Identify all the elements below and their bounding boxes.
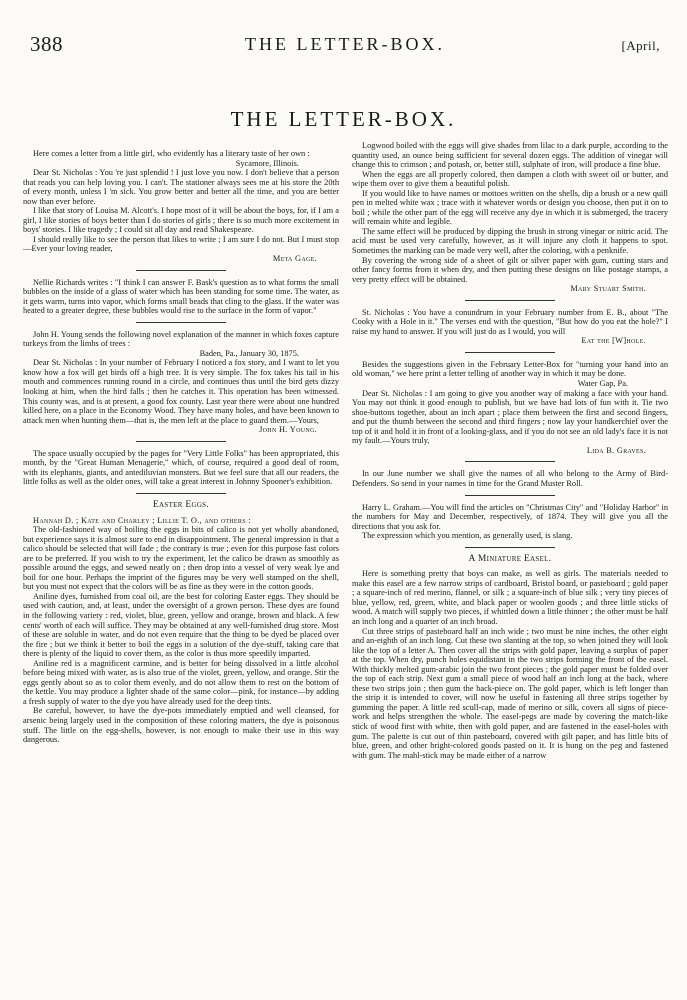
paragraph: Be careful, however, to have the dye-pots immediately emptied and well cleansed, for arsenic being largely used in the composition of these coloring matters, the dye is poisonous stuff. The little on the egg-shells, however, is not enough to make their use in this way dangerous. <box>23 706 339 745</box>
signature: Lida B. Graves. <box>586 445 646 455</box>
divider <box>465 352 555 353</box>
paragraph: John H. Young sends the following novel explanation of the manner in which foxes capture turkeys from the limbs of trees : <box>23 329 339 349</box>
divider <box>136 441 226 442</box>
paragraph: The expression which you mention, as generally used, is slang. <box>362 531 573 541</box>
signature: Eat the [W]hole. <box>581 336 646 346</box>
paragraph: St. Nicholas : You have a conundrum in your February number from E. B., about "The Cooky with a Hole in it." The verses end with the question, "But how do you eat the hole?" I raise my hand to answer. If you will just do as I would, you will <box>352 307 668 336</box>
paragraph: The space usually occupied by the pages for "Very Little Folks" has been appropriated, this month, by the "Great Human Menagerie," which, of course, required a good deal of room, with its elephants, giants, and antediluvian monsters. But we feel sure that all our readers, the little folks as well as the older ones, will take a great interest in Johnny Spooner's exhibition. <box>23 448 339 487</box>
paragraph: I should really like to see the person that likes to write ; I am sure I do not. But I must stop —Ever your loving reader, <box>23 234 339 254</box>
paragraph: I like that story of Louisa M. Alcott's. I hope most of it will be about the boys, for, if I am a girl, I like stories of boys better than I do stories of girls ; there is so much more excitement in boys' stories. I like tragedy ; I could sit all day and read Shakespeare. <box>23 206 339 235</box>
signature: Meta Gage. <box>272 254 317 264</box>
running-head: THE LETTER-BOX. <box>245 34 445 54</box>
right-column <box>352 141 668 760</box>
paragraph: Logwood boiled with the eggs will give shades from lilac to a dark purple, according to the quantity used, an ounce being sufficient for several dozen eggs. The addition of vinegar will change this to crimson ; and potash, or, better still, sulphate of iron, will produce a fine blue. <box>352 141 668 170</box>
address-line: Hannah D. ; Kate and Charley ; Lillie T. O., and others : <box>33 515 251 525</box>
divider <box>136 493 226 494</box>
signature: Mary Stuart Smith. <box>570 284 646 294</box>
subsection-title: Easter Eggs. <box>152 499 210 510</box>
paragraph: When the eggs are all properly colored, then dampen a cloth with sweet oil or butter, and wipe them over to give them a beautiful polish. <box>352 169 668 189</box>
divider <box>136 322 226 323</box>
page-header <box>30 30 660 60</box>
divider <box>465 461 555 462</box>
page-number: 388 <box>30 32 63 56</box>
paragraph: Aniline red is a magnificent carmine, and is better for being dissolved in a little alcohol before being mixed with water, as is also true of the violet, green, yellow, and orange. Stir the eggs gently about so as to color them evenly, and do not allow them to rest on the bottom of the kettle. You may produce a lighter shade of the same color—pink, for instance—by adding a fresh supply of water to the dye you have already used for the deep tints. <box>23 658 339 706</box>
letter-place: Water Gap, Pa. <box>577 379 628 389</box>
paragraph: Cut three strips of pasteboard half an inch wide ; two must be nine inches, the other eight and an-eighth of an inch long. Cut these two slanting at the top, so when joined they will look like the top of a letter A. Then cover all the strips with gold paper, leaving a surplus of paper at the top. When dry, punch holes equidistant in the two strips forming the front of the easel. With thickly melted gum-arabic join the two front pieces ; the gold paper must be folded over the top of each strip. Next gum a small piece of wood half an inch long at the back, where these two strips join ; then gum the back-piece on. The gold paper, which is left longer than the strip it is intended to cover, will now be useful in fastening all three strips together by gumming the paper. A little red scull-cap, made of merino or silk, covers all signs of piece-work and helps strengthen the whole. The easel-pegs are made by covering the match-like stick of wood first with white, then with gold paper, and are fastened in the easel-holes with gum. The palette is cut out of thin pasteboard, covered with gilt paper, and has little bits of blue, green, and other bright-colored goods pasted on it. It is hung on the peg and fastened with gum. The mahl-stick may be made either of a narrow <box>352 626 668 760</box>
paragraph: Harry L. Graham.—You will find the articles on "Christmas City" and "Holiday Harbor" in the numbers for May and December, respectively, of 1874. They will give you all the directions that you ask for. <box>352 502 668 531</box>
subsection-title: A Miniature Easel. <box>468 553 552 564</box>
divider <box>465 495 555 496</box>
header-month: [April, <box>621 38 660 53</box>
paragraph: The old-fashioned way of boiling the eggs in bits of calico is not yet wholly abandoned, but experience says it is almost sure to end in disappointment. The general impression is that a calico should be selected that will fade ; the contrary is true ; even for this purpose fast colors are to be preferred. If you wish to try the experiment, let the calico be drawn as smoothly as possible around the eggs, and sewed neatly on ; then drop into a vessel of very weak lye and boil for one hour. Perhaps the imprint of the figures may be very well stamped on the shell, but you must not expect that the colors will be as fine as they were in the cotton goods. <box>23 525 339 592</box>
paragraph: Dear St. Nicholas : In your number of February I noticed a fox story, and I want to let you know how a fox will get birds off a high tree. It is very simple. The fox takes his tail in his mouth and commences running round in a circle, and continues thus until the bird gets dizzy looking at him, when the bird falls ; then he catches it. This operation has been witnessed. This county was, and is at present, a good fox county. Last year there were about one hundred killed here, on a place in the Economy Wood. They have many holes, and have been known to attack men when hunting them—that is, the men left at the place to guard them.—Yours, <box>23 358 339 425</box>
left-column <box>23 149 339 745</box>
paragraph: By covering the wrong side of a sheet of gilt or silver paper with gum, cutting stars and other fancy forms from it when dry, and then putting these designs on like postage stamps, a very pretty effect will be obtained. <box>352 255 668 284</box>
section-title: THE LETTER-BOX. <box>230 107 457 131</box>
paragraph: Dear St. Nicholas : I am going to give you another way of making a face with your hand. You may not think it good enough to publish, but we have had lots of fun with it. Tie two shoe-buttons together, about an inch apart ; place them between the first and second fingers, and put the thumb between the second and third fingers ; now lay your handkerchief over the top of it and hold it in front of a looking-glass, and if you do not see an old lady's face it is not my fault.—Yours truly, <box>352 388 668 446</box>
paragraph: Here comes a letter from a little girl, who evidently has a literary taste of her own : <box>33 149 310 158</box>
letter-place: Sycamore, Illinois. <box>235 158 299 168</box>
paragraph: If you would like to have names or mottoes written on the shells, dip a brush or a new quill pen in melted white wax ; trace with it whatever words or design you choose, then put it on to boil ; while the other part of the egg will receive any dye in which it is submerged, the tracery will remain white and legible. <box>352 188 668 227</box>
divider <box>465 547 555 548</box>
letter-place: Baden, Pa., January 30, 1875. <box>199 348 299 358</box>
divider <box>465 300 555 301</box>
paragraph: In our June number we shall give the names of all who belong to the Army of Bird-Defenders. So send in your names in time for the Grand Muster Roll. <box>352 469 668 488</box>
paragraph: Here is something pretty that boys can make, as well as girls. The materials needed to make this easel are a few narrow strips of cardboard, Bristol board, or pasteboard ; gold paper ; a square-inch of red merino, flannel, or silk ; a square-inch of blue silk ; very tiny pieces of blue, yellow, red, green, white, and black paper or woolen goods ; and three little sticks of wood. A match will supply two pieces, if whittled down a little thinner ; the other must be half an inch long and a quarter of an inch broad. <box>352 569 668 626</box>
divider <box>136 270 226 271</box>
paragraph: Besides the suggestions given in the February Letter-Box for "turning your hand into an old woman," we here print a letter telling of another way in which it may be done. <box>352 359 668 379</box>
paragraph: Dear St. Nicholas : You 're just splendid ! I just love you now. I don't believe that a person that reads you can help loving you. I can't. The stationer always sees me at his store the 20th of every month, unless I 'm sick. You grow better and better all the time, and you are better now than ever before. <box>23 168 339 206</box>
paragraph: Aniline dyes, furnished from coal oil, are the best for coloring Easter eggs. They should be used with caution, and, at least, under the oversight of a grown person. These dyes are found in the following variety : red, violet, blue, green, yellow and orange, brown and black. A few cents' worth of each will suffice. They may be obtained at any well-furnished drug store. Most of these are soluble in water, and do not even require that the thing to be dyed be placed over the fire ; but we think it better to boil the eggs in a solution of the dye-stuff, taking care that there is plenty of the liquid to cover them, as the color is thus more speedily imparted. <box>23 591 339 659</box>
signature: John H. Young. <box>259 425 317 435</box>
paragraph: Nellie Richards writes : "I think I can answer F. Bask's question as to what forms the small bubbles on the inside of a glass of water which has been standing for some time. The water, as it gets warm, turns into vapor, which forms small beads that cling to the glass. If the water was heated to a greater degree, these bubbles would rise to the surface in the form of vapor." <box>23 277 339 316</box>
paragraph: The same effect will be produced by dipping the brush in strong vinegar or nitric acid. The acid must be used very carefully, however, as it will injure any cloth it happens to spot. Sometimes the marking can be made very well, after the coloring, with a penknife. <box>352 226 668 256</box>
